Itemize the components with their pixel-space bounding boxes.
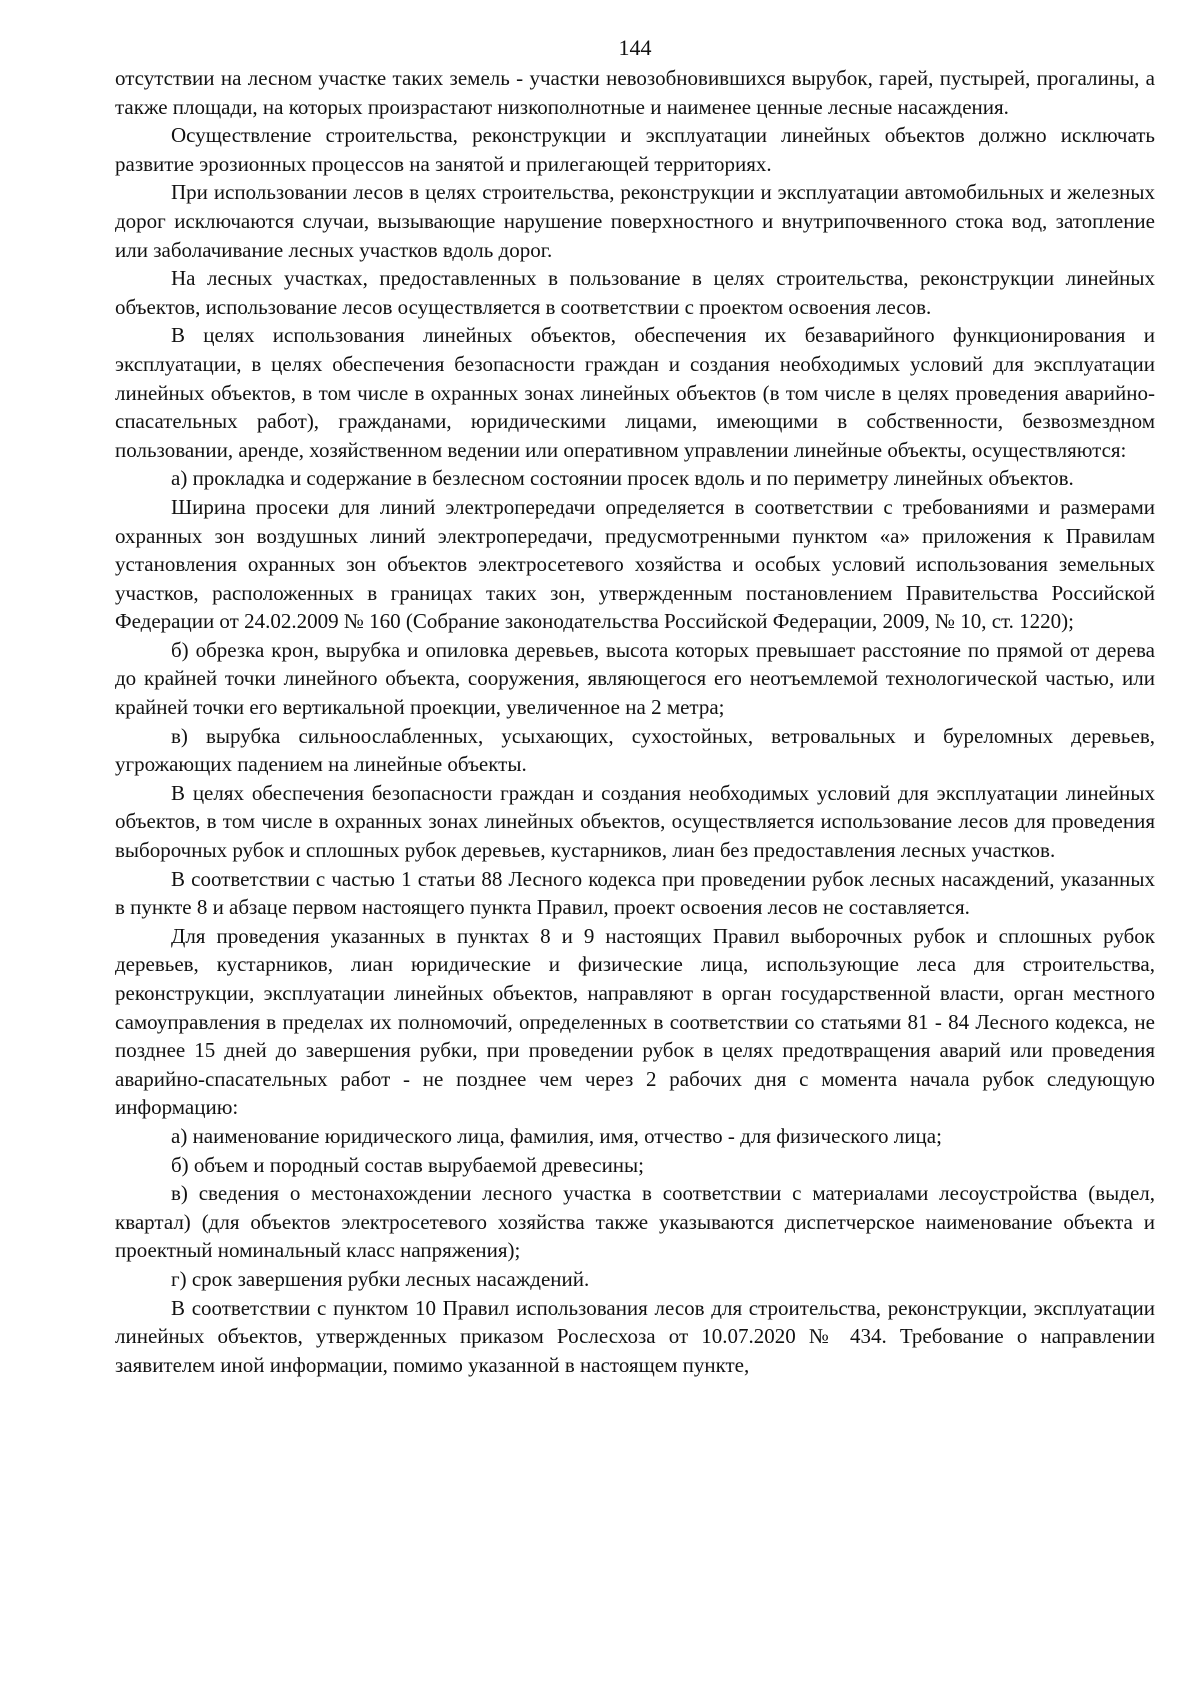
document-page bbox=[115, 34, 1155, 1379]
paragraph: В соответствии с пунктом 10 Правил использования лесов для строительства, реконструкции, эксплуатации линейных объектов, утвержденных приказом Рослесхоза от 10.07.2020 № 434. Требование о направлении заявителем иной информации, помимо указанной в настоящем пункте, bbox=[115, 1295, 1155, 1377]
document-body bbox=[115, 64, 1155, 1379]
paragraph: В соответствии с частью 1 статьи 88 Лесного кодекса при проведении рубок лесных насаждений, указанных в пункте 8 и абзаце первом настоящего пункта Правил, проект освоения лесов не составляется. bbox=[115, 866, 1155, 920]
paragraph: г) срок завершения рубки лесных насаждений. bbox=[171, 1266, 590, 1291]
paragraph: Для проведения указанных в пунктах 8 и 9 настоящих Правил выборочных рубок и сплошных рубок деревьев, кустарников, лиан юридические и физические лица, использующие леса для строительства, реконструкции, эксплуатации линейных объектов, направляют в орган государственной власти, орган местного самоуправления в пределах их полномочий, определенных в соответствии со статьями 81 - 84 Лесного кодекса, не позднее 15 дней до завершения рубки, при проведении рубок в целях предотвращения аварий или проведения аварийно-спасательных работ - не позднее чем через 2 рабочих дня с момента начала рубок следующую информацию: bbox=[115, 923, 1155, 1120]
paragraph: в) вырубка сильноослабленных, усыхающих, сухостойных, ветровальных и буреломных деревьев, угрожающих падением на линейные объекты. bbox=[115, 723, 1155, 777]
paragraph: отсутствии на лесном участке таких земель - участки невозобновившихся вырубок, гарей, пустырей, прогалины, а также площади, на которых произрастают низкополнотные и наименее ценные лесные насаждения. bbox=[115, 66, 1155, 119]
paragraph: На лесных участках, предоставленных в пользование в целях строительства, реконструкции линейных объектов, использование лесов осуществляется в соответствии с проектом освоения лесов. bbox=[115, 266, 1155, 319]
paragraph: а) наименование юридического лица, фамилия, имя, отчество - для физического лица; bbox=[171, 1123, 942, 1148]
paragraph: б) объем и породный состав вырубаемой древесины; bbox=[171, 1152, 644, 1177]
paragraph: Ширина просеки для линий электропередачи определяется в соответствии с требованиями и размерами охранных зон воздушных линий электропередачи, предусмотренными пунктом «а» приложения к Правилам установления охранных зон объектов электросетевого хозяйства и особых условий использования земельных участков, расположенных в границах таких зон, утвержденным постановлением Правительства Российской Федерации от 24.02.2009 № 160 (Собрание законодательства Российской Федерации, 2009, № 10, ст. 1220); bbox=[115, 494, 1155, 634]
page-number: 144 bbox=[618, 35, 652, 60]
paragraph: а) прокладка и содержание в безлесном состоянии просек вдоль и по периметру линейных объектов. bbox=[171, 466, 1074, 491]
paragraph: в) сведения о местонахождении лесного участка в соответствии с материалами лесоустройства (выдел, квартал) (для объектов электросетевого хозяйства также указываются диспетчерское наименование объекта и проектный номинальный класс напряжения); bbox=[115, 1181, 1155, 1263]
paragraph: При использовании лесов в целях строительства, реконструкции и эксплуатации автомобильных и железных дорог исключаются случаи, вызывающие нарушение поверхностного и внутрипочвенного стока вод, затопление или заболачивание лесных участков вдоль дорог. bbox=[115, 180, 1155, 262]
paragraph: В целях использования линейных объектов, обеспечения их безаварийного функционирования и эксплуатации, в целях обеспечения безопасности граждан и создания необходимых условий для эксплуатации линейных объектов, в том числе в охранных зонах линейных объектов (в том числе в целях проведения аварийно-спасательных работ), гражданами, юридическими лицами, имеющими в собственности, безвозмездном пользовании, аренде, хозяйственном ведении или оперативном управлении линейные объекты, осуществляются: bbox=[115, 323, 1155, 462]
paragraph: б) обрезка крон, вырубка и опиловка деревьев, высота которых превышает расстояние по прямой от дерева до крайней точки линейного объекта, сооружения, являющегося его неотъемлемой технологической частью, или крайней точки его вертикальной проекции, увеличенное на 2 метра; bbox=[115, 637, 1155, 720]
paragraph: В целях обеспечения безопасности граждан и создания необходимых условий для эксплуатации линейных объектов, в том числе в охранных зонах линейных объектов, осуществляется использование лесов для проведения выборочных рубок и сплошных рубок деревьев, кустарников, лиан без предоставления лесных участков. bbox=[115, 780, 1155, 863]
paragraph: Осуществление строительства, реконструкции и эксплуатации линейных объектов должно исключать развитие эрозионных процессов на занятой и прилегающей территориях. bbox=[115, 123, 1155, 176]
